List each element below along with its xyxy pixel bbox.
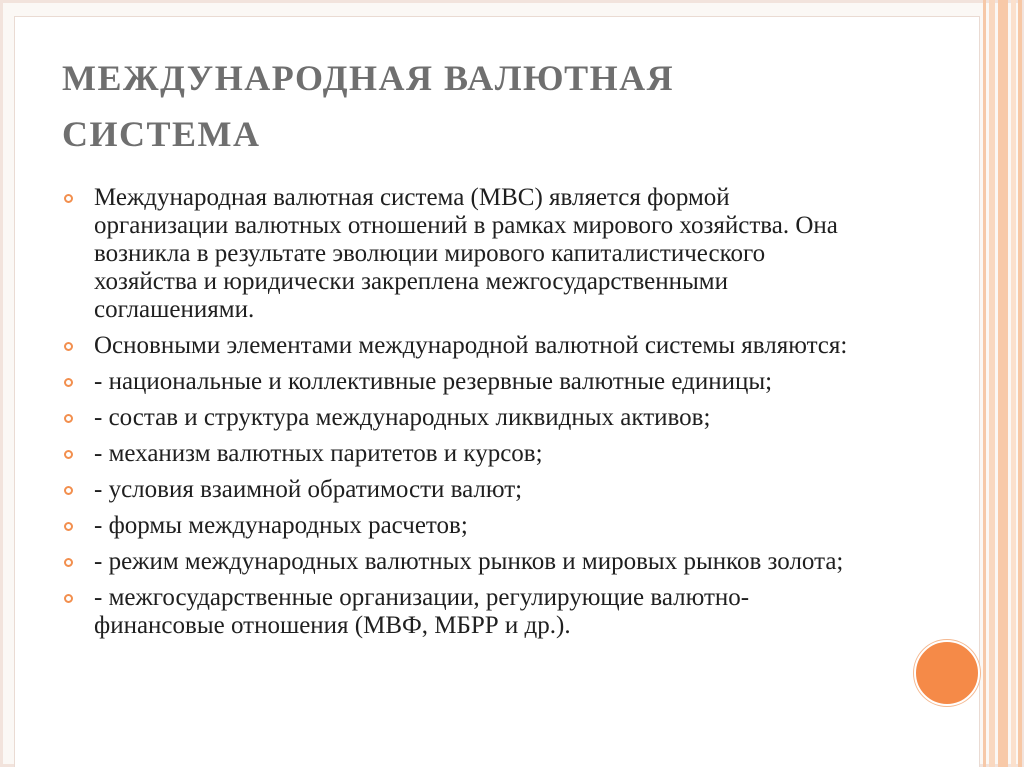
list-item bbox=[64, 184, 864, 324]
bullet-list bbox=[64, 184, 864, 648]
bullet-text: - условия взаимной обратимости валют; bbox=[94, 476, 523, 503]
bullet-icon bbox=[64, 522, 73, 531]
bullet-text: Международная валютная система (МВС) является формой организации валютных отношений в рамках мирового хозяйства. Она возникла в результате эволюции мирового капиталистического хозяйства и юридически закреплена межгосударственными соглашениями. bbox=[94, 184, 838, 323]
bullet-icon bbox=[64, 194, 73, 203]
decorative-stripe bbox=[983, 0, 986, 767]
bullet-text: - формы международных расчетов; bbox=[94, 512, 468, 539]
bullet-text: - режим международных валютных рынков и мировых рынков золота; bbox=[94, 548, 844, 575]
list-item bbox=[64, 512, 864, 540]
bullet-icon bbox=[64, 594, 73, 603]
decorative-stripe bbox=[1011, 0, 1016, 767]
bullet-icon bbox=[64, 450, 73, 459]
bullet-text: Основными элементами международной валютной системы являются: bbox=[94, 332, 848, 359]
list-item bbox=[64, 332, 864, 360]
bullet-icon bbox=[64, 414, 73, 423]
list-item bbox=[64, 476, 864, 504]
bullet-text: - механизм валютных паритетов и курсов; bbox=[94, 440, 543, 467]
list-item bbox=[64, 584, 864, 640]
bullet-text: - состав и структура международных ликвидных активов; bbox=[94, 404, 711, 431]
bullet-icon bbox=[64, 378, 73, 387]
list-item bbox=[64, 440, 864, 468]
list-item bbox=[64, 368, 864, 396]
bullet-text: - национальные и коллективные резервные валютные единицы; bbox=[94, 368, 773, 395]
decorative-stripe bbox=[998, 0, 1008, 767]
decorative-stripe bbox=[989, 0, 995, 767]
list-item bbox=[64, 404, 864, 432]
slide-title: МЕЖДУНАРОДНАЯ ВАЛЮТНАЯ СИСТЕМА bbox=[62, 58, 675, 154]
bullet-icon bbox=[64, 342, 73, 351]
orange-circle-decoration bbox=[914, 640, 980, 706]
bullet-icon bbox=[64, 486, 73, 495]
list-item bbox=[64, 548, 864, 576]
bullet-text: - межгосударственные организации, регулирующие валютно-финансовые отношения (МВФ, МБРР и др.). bbox=[94, 584, 750, 639]
decorative-stripe bbox=[1018, 0, 1022, 767]
bullet-icon bbox=[64, 558, 73, 567]
